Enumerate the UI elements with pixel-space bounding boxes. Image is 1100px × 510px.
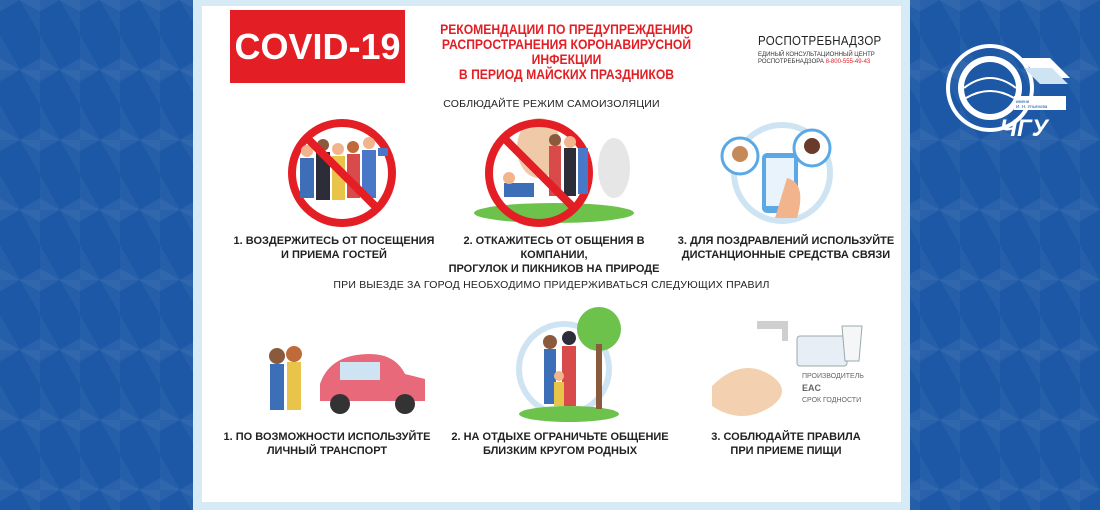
eac-mark: EAC [802,383,822,393]
tip-bottom-1-line-2: ЛИЧНЫЙ ТРАНСПОРТ [266,445,388,457]
tip-top-1 [224,234,444,262]
washing-hands [712,368,782,416]
tip-bottom-1 [217,430,437,458]
tip-bottom-3-line-2: ПРИ ПРИЕМЕ ПИЩИ [730,445,842,457]
logo-text: ЧГУ [1000,115,1048,142]
org-block [758,34,888,66]
cup-icon [842,326,862,361]
section-title-travel: ПРИ ВЫЕЗДЕ ЗА ГОРОД НЕОБХОДИМО ПРИДЕРЖИВАТЬСЯ СЛЕДУЮЩИХ ПРАВИЛ [333,279,770,291]
org-phone: 8-800-555-49-43 [825,59,871,65]
car-wheel-back [395,394,415,414]
tip-top-3 [672,234,900,262]
org-subtitle [758,52,888,66]
logo-small-text-1: имени [1016,99,1030,104]
family-illustration [514,304,634,424]
no-picnic-illustration [464,118,639,228]
org-sub-line-1: ЕДИНЫЙ КОНСУЛЬТАЦИОННЫЙ ЦЕНТР [758,52,875,58]
tip-bottom-3-line-1: 3. СОБЛЮДАЙТЕ ПРАВИЛА [711,431,861,443]
tip-bottom-2-line-2: БЛИЗКИМ КРУГОМ РОДНЫХ [482,445,638,457]
tip-bottom-2 [450,430,670,458]
covid-badge: COVID-19 [230,10,405,83]
tip-top-3-line-1: 3. ДЛЯ ПОЗДРАВЛЕНИЙ ИСПОЛЬЗУЙТЕ [677,235,895,247]
tip-bottom-2-line-1: 2. НА ОТДЫХЕ ОГРАНИЧЬТЕ ОБЩЕНИЕ [451,431,669,443]
title-line-3: В ПЕРИОД МАЙСКИХ ПРАЗДНИКОВ [458,67,675,82]
tip-top-2-line-2: ПРОГУЛОК И ПИКНИКОВ НА ПРИРОДЕ [448,263,660,275]
logo-small-text-2: И. Н. Ульянова [1016,104,1048,109]
tip-bottom-1-line-1: 1. ПО ВОЗМОЖНОСТИ ИСПОЛЬЗУЙТЕ [223,431,431,443]
package-expiry-label: СРОК ГОДНОСТИ [802,397,862,404]
remote-call-illustration [712,118,842,228]
poster-title [429,22,704,82]
car-illustration [260,324,430,424]
section-title-isolation: СОБЛЮДАЙТЕ РЕЖИМ САМОИЗОЛЯЦИИ [443,98,660,110]
title-line-2: РАСПРОСТРАНЕНИЯ КОРОНАВИРУСНОЙ ИНФЕКЦИИ [441,37,692,67]
poster [202,6,901,502]
tip-top-1-line-1: 1. ВОЗДЕРЖИТЕСЬ ОТ ПОСЕЩЕНИЯ [233,235,435,247]
org-sub-line-2: РОСПОТРЕБНАДЗОРА [758,59,824,65]
tip-top-1-line-2: И ПРИЕМА ГОСТЕЙ [281,249,387,261]
tip-top-3-line-2: ДИСТАНЦИОННЫЕ СРЕДСТВА СВЯЗИ [681,249,891,261]
org-name: РОСПОТРЕБНАДЗОР [758,34,882,48]
car-wheel-front [330,394,350,414]
package-maker-label: ПРОИЗВОДИТЕЛЬ [802,373,864,380]
tip-bottom-3 [676,430,896,458]
logo-globe [964,62,1016,114]
tip-top-2 [434,234,674,276]
title-line-1: РЕКОМЕНДАЦИИ ПО ПРЕДУПРЕЖДЕНИЮ [440,22,693,37]
tip-top-2-line-1: 2. ОТКАЖИТЕСЬ ОТ ОБЩЕНИЯ В КОМПАНИИ, [463,235,645,261]
package-label [802,372,864,405]
no-guests-illustration [270,118,420,228]
university-logo [942,38,1082,153]
